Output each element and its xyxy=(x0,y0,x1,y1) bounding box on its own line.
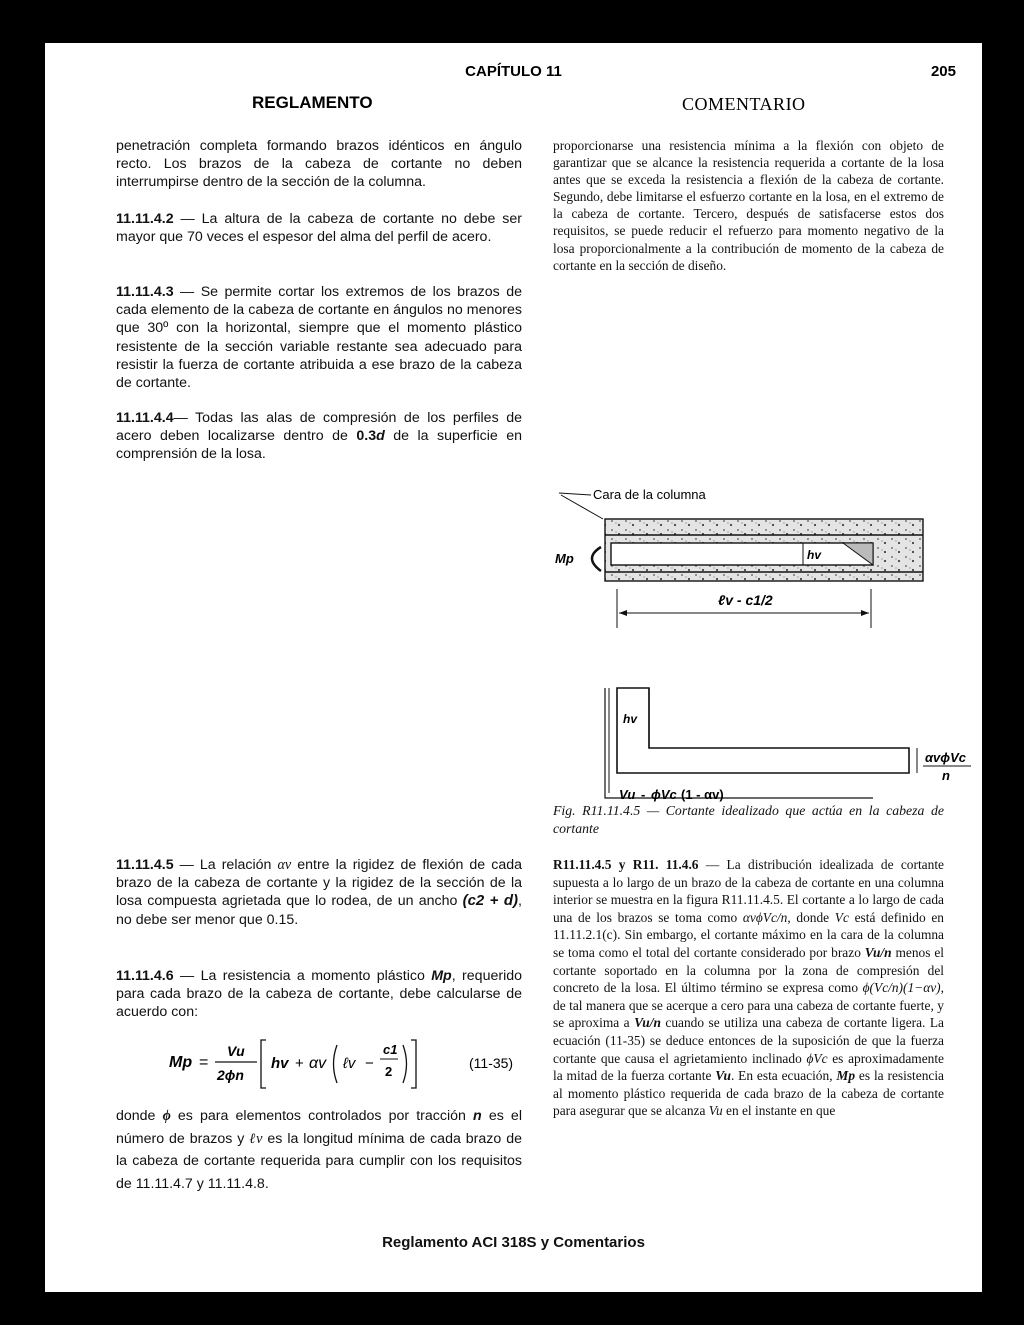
section-text-end: , no debe ser menor que 0.15. xyxy=(116,893,522,928)
comment-text: , de tal manera que se acerque a cero para una cabeza de cortante fuerte, y se aproxima a xyxy=(553,980,944,1031)
eq-alpha: αv xyxy=(309,1055,327,1072)
left-section-11-11-4-2 xyxy=(116,210,522,246)
phi-vc-symbol: ϕVc xyxy=(806,1050,828,1066)
label-hv: hv xyxy=(807,548,822,562)
vu-n-symbol-2: Vu/n xyxy=(634,1015,661,1031)
section-number: 11.11.4.2 xyxy=(116,211,174,227)
label-bottom-tail: (1 - αv) xyxy=(681,787,724,802)
n-symbol: n xyxy=(473,1108,482,1124)
right-commentary-r11-11-4-5 xyxy=(553,856,944,1120)
eq-numerator: Vu xyxy=(227,1043,245,1059)
label-bottom-minus: - xyxy=(641,787,646,802)
eq-hv: hv xyxy=(271,1055,289,1072)
label-mp: Mp xyxy=(555,551,574,566)
vc-symbol: Vc xyxy=(834,909,849,925)
equation-11-35 xyxy=(165,1028,535,1100)
label-bottom-vu: Vu xyxy=(619,787,636,802)
right-column-title: COMENTARIO xyxy=(682,94,806,114)
section-text: — La relación xyxy=(173,857,278,873)
section-text-end: de la superficie en comprensión de la losa. xyxy=(116,428,522,463)
mp-symbol: Mp xyxy=(431,968,452,984)
eq-denominator: 2ϕn xyxy=(217,1067,244,1083)
eq-plus: + xyxy=(295,1055,304,1072)
comment-text: es la resistencia al momento plástico requerida de cada brazo de la cabeza de cortante para asegurar que se alcanza xyxy=(553,1068,944,1119)
moment-arrow xyxy=(592,547,601,571)
left-section-11-11-4-3 xyxy=(116,283,522,392)
width-expression: (c2 + d) xyxy=(462,892,519,910)
right-paragraph-1: proporcionarse una resistencia mínima a la flexión con objeto de garantizar que se alcance la resistencia requerida a cortante de la losa antes que se exceda la resistencia a flexión de la cabeza de cortante. Segundo, debe limitarse el esfuerzo cortante en la losa, en el extremo de la cabeza de cortante. Tercero, después de satisfacerse estos dos requisitos, se puede reducir el refuerzo para momento negativo de la losa proporcionalmente a la contribución de momento de la cabeza de cortante en la sección de diseño. xyxy=(553,138,944,273)
eq-number: (11-35) xyxy=(469,1055,514,1071)
section-text: — La resistencia a momento plástico xyxy=(173,968,432,984)
def-text: es la longitud mínima de cada brazo de la cabeza de cortante requerida para cumplir con los requisitos de 11.11.4.7 y 11.11.4.8. xyxy=(116,1130,522,1192)
depth-factor: 0.3 xyxy=(356,428,377,445)
page-number: 205 xyxy=(930,63,956,80)
left-column-title: REGLAMENTO xyxy=(252,93,373,112)
lv-symbol: ℓv xyxy=(249,1130,263,1147)
label-hv-2: hv xyxy=(623,712,638,726)
label-column-face: Cara de la columna xyxy=(593,487,706,502)
comment-text: — La distribución idealizada de cortante supuesta a lo largo de un brazo de la cabeza de cortante en una columna interior se muestra en la figura R11.11.4.5. El cortante a lo largo de cada una de los brazos se toma como xyxy=(553,857,944,925)
section-text: — Todas las alas de compresión de los perfiles de acero deben localizarse dentro de xyxy=(116,410,522,445)
page-footer: Reglamento ACI 318S y Comentarios xyxy=(382,1234,645,1251)
comment-text: en el instante en que xyxy=(722,1103,836,1119)
document-page xyxy=(45,43,982,1292)
left-section-11-11-4-6 xyxy=(116,967,522,1022)
def-text: es para elementos controlados por tracción xyxy=(170,1108,474,1124)
section-number: 11.11.4.3 xyxy=(116,284,174,300)
eq-c1: c1 xyxy=(383,1042,398,1057)
expr-phi-vc-n-alpha: ϕ(Vc/n)(1−αv) xyxy=(862,980,941,996)
eq-minus: − xyxy=(365,1055,374,1072)
section-text: — La altura de la cabeza de cortante no debe ser mayor que 70 veces el espesor del alma del perfil de acero. xyxy=(116,211,522,246)
left-paragraph-definitions xyxy=(116,1105,522,1195)
section-text-end: , requerido para cada brazo de la cabeza de cortante, debe calcularse de acuerdo con: xyxy=(116,968,523,1021)
dim-arrow-left xyxy=(619,610,627,616)
mp-symbol: Mp xyxy=(836,1068,856,1084)
comment-text: está definido en 11.11.2.1(c). Sin embargo, el cortante máximo en la cara de la columna se toma como el total del cortante considerado por brazo xyxy=(553,909,944,960)
left-paragraph-1: penetración completa formando brazos idénticos en ángulo recto. Los brazos de la cabeza de cortante no deben interrumpirse dentro de la sección de la columna. xyxy=(116,138,522,191)
vu-symbol-2: Vu xyxy=(708,1103,723,1119)
comment-text: menos el cortante soportado en la columna por la zona de compresión del concreto de la losa. El último término se expresa como xyxy=(553,944,944,996)
label-right-den: n xyxy=(942,768,950,783)
expr-alpha-phi-vc-n: αvϕVc/n xyxy=(742,909,788,925)
phi-symbol: ϕ xyxy=(162,1108,171,1124)
figure-r11-11-4-5 xyxy=(553,483,967,802)
figure-caption: Fig. R11.11.4.5 — Cortante idealizado que actúa en la cabeza de cortante xyxy=(553,803,944,836)
shear-diagram-axis xyxy=(605,688,873,798)
alpha-symbol: αv xyxy=(277,857,292,873)
comment-text: , donde xyxy=(787,909,835,925)
depth-symbol: d xyxy=(376,428,385,445)
section-text-mid: entre la rigidez de flexión de cada brazo de la cabeza de cortante y la rigidez de la sección de la losa compuesta agrietada que lo rodea, de un ancho xyxy=(116,857,522,910)
left-section-11-11-4-5 xyxy=(116,856,522,929)
eq-equals: = xyxy=(199,1054,209,1071)
comment-text: . En esta ecuación, xyxy=(730,1068,837,1084)
dim-arrow-right xyxy=(861,610,869,616)
label-right-num: αvϕVc xyxy=(925,750,967,765)
chapter-header: CAPÍTULO 11 xyxy=(465,63,562,80)
vu-symbol: Vu xyxy=(715,1068,731,1084)
eq-paren-left xyxy=(334,1045,338,1083)
eq-lv: ℓv xyxy=(343,1055,356,1072)
eq-bracket-right xyxy=(411,1040,416,1088)
section-text: — Se permite cortar los extremos de los brazos de cada elemento de la cabeza de cortante en ángulos no menores que 30º con la horizontal, siempre que el momento plástico resistente de la sección variable restante sea adecuado para resistir la fuerza de cortante atribuida a ese brazo de la cabeza de cortante. xyxy=(116,284,522,392)
comment-text: cuando se utiliza una cabeza de cortante ligera. La ecuación (11-35) se deduce entonces de la suposición de que la fuerza cortante que causa el agrietamiento inclinado xyxy=(553,1015,944,1066)
shearhead-arm xyxy=(611,543,873,565)
eq-bracket-left xyxy=(261,1040,266,1088)
eq-lhs: Mp xyxy=(169,1054,193,1071)
label-lv: ℓv - c1/2 xyxy=(718,592,773,608)
comment-text: es aproximadamente la mitad de la fuerza cortante xyxy=(553,1050,944,1084)
label-bottom-phivc: ϕVc xyxy=(651,787,677,802)
section-number: 11.11.4.6 xyxy=(116,968,174,984)
section-number: 11.11.4.4 xyxy=(116,410,174,426)
section-number: R11.11.4.5 y R11. 11.4.6 xyxy=(553,857,699,872)
shear-diagram xyxy=(617,688,909,773)
left-section-11-11-4-4 xyxy=(116,409,522,464)
eq-two: 2 xyxy=(385,1064,393,1079)
def-text: es el número de brazos y xyxy=(116,1108,522,1147)
eq-paren-right xyxy=(403,1045,407,1083)
def-text: donde xyxy=(116,1108,163,1124)
vu-n-symbol: Vu/n xyxy=(864,944,892,960)
leader-line xyxy=(559,493,591,495)
section-number: 11.11.4.5 xyxy=(116,857,174,873)
